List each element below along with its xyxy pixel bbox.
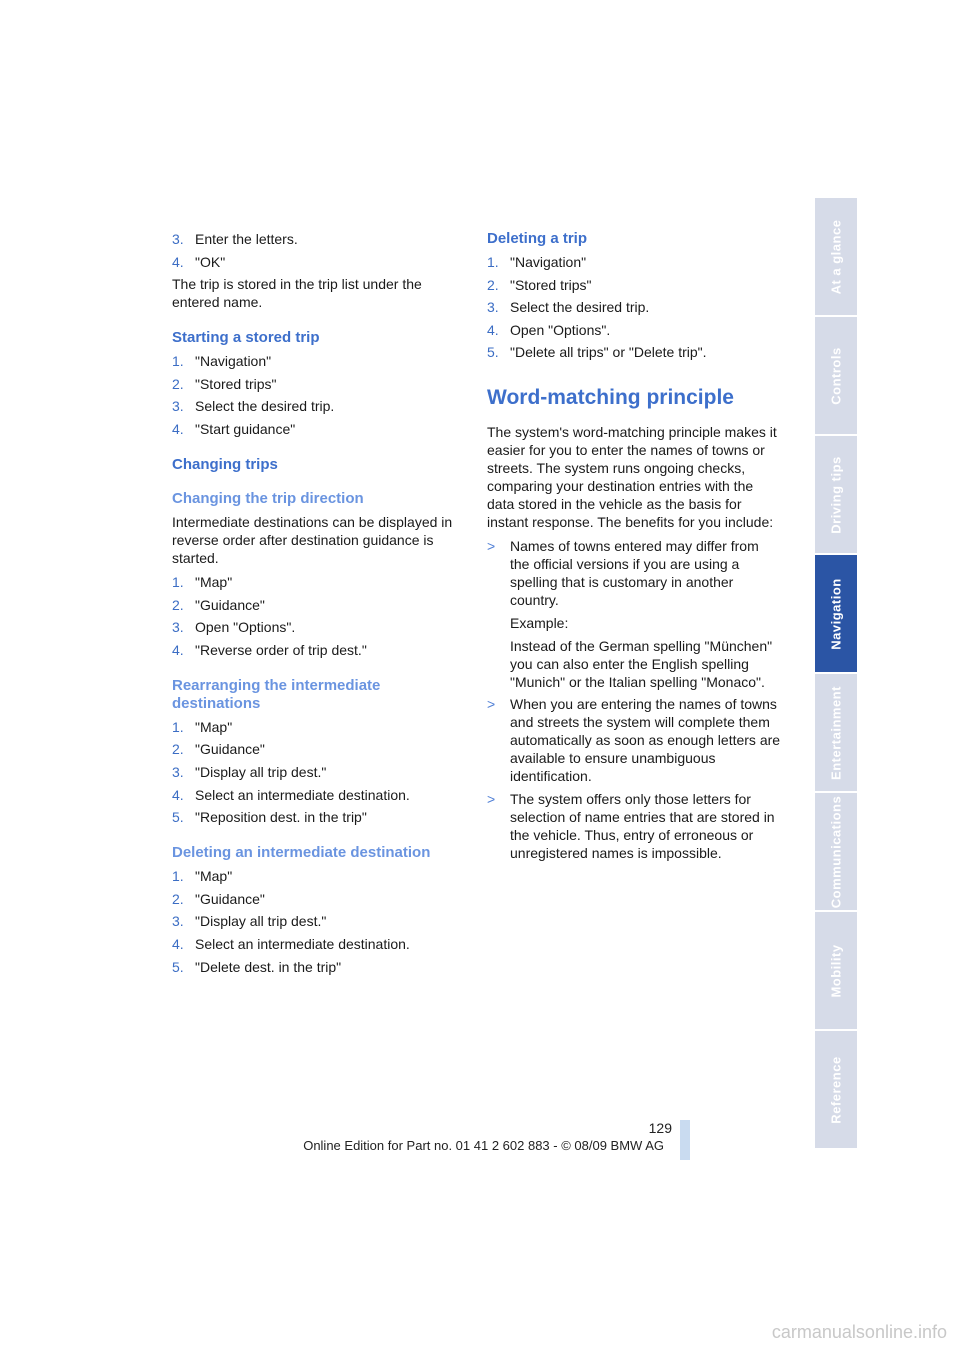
list-item: 5. "Delete all trips" or "Delete trip". xyxy=(487,344,707,361)
right-column xyxy=(487,230,782,866)
list-item: 3. Select the desired trip. xyxy=(172,398,335,415)
bullet-item: > When you are entering the names of towns and streets the system will complete them automatically as soon as enough letters are available to ensure unambiguous identification. xyxy=(487,696,781,785)
list-item: 3. Select the desired trip. xyxy=(487,299,650,316)
tab-driving-tips[interactable]: Driving tips xyxy=(815,436,857,555)
tab-navigation[interactable]: Navigation xyxy=(815,555,857,674)
example-text: Instead of the German spelling "München" you can also enter the English spelling "Munich" or the Italian spelling "Monaco". xyxy=(510,637,773,690)
list-item: 2. "Stored trips" xyxy=(487,276,592,293)
list-item: 2. "Guidance" xyxy=(172,596,265,613)
list-item: 1. "Navigation" xyxy=(172,353,272,370)
section-heading-starting-trip: Starting a stored trip xyxy=(172,329,320,347)
list-item: 3. "Display all trip dest." xyxy=(172,913,327,930)
tab-entertainment[interactable]: Entertainment xyxy=(815,674,857,793)
direction-text: Intermediate destinations can be displayed in reverse order after destination guidance is started. xyxy=(172,513,453,566)
list-item: 1. "Navigation" xyxy=(487,254,587,270)
bullet-item: > The system offers only those letters for selection of name entries that are stored in the vehicle. Thus, entry of erroneous or unregistered names is impossible. xyxy=(487,790,775,861)
list-item: 1. "Map" xyxy=(172,718,233,735)
tab-communications[interactable]: Communications xyxy=(815,793,857,912)
list-item: 1. "Map" xyxy=(172,868,233,885)
section-heading-changing-trips: Changing trips xyxy=(172,455,278,473)
intro-text: The trip is stored in the trip list under the entered name. xyxy=(172,276,422,311)
example-label: Example: xyxy=(510,614,569,631)
tab-at-a-glance[interactable]: At a glance xyxy=(815,198,857,317)
chapter-tabs xyxy=(815,198,857,1150)
list-item: 2. "Stored trips" xyxy=(172,375,277,392)
subsection-heading-rearranging: Rearranging the intermediate destinations xyxy=(172,676,381,712)
list-item: 4. "Reverse order of trip dest." xyxy=(172,641,367,658)
list-item: 4. "OK" xyxy=(172,253,226,270)
bullet-arrow-icon: > xyxy=(487,696,496,713)
bullet-arrow-icon: > xyxy=(487,538,496,555)
chapter-heading-word-matching: Word-matching principle xyxy=(487,386,734,410)
section-heading-deleting-trip: Deleting a trip xyxy=(487,230,588,247)
word-matching-text: The system's word-matching principle makes it easier for you to enter the names of towns or streets. The system runs ongoing checks, comparing your destination entries with the data stored in the vehicle as the basis for instant response. The benefits for you include: xyxy=(487,424,777,531)
list-item: 4. Open "Options". xyxy=(487,321,611,338)
list-item: 3. Enter the letters. xyxy=(172,231,298,247)
watermark: carmanualsonline.info xyxy=(771,1322,947,1342)
bullet-item: > Names of towns entered may differ from the official versions if you are using a spelling that is customary in another country. xyxy=(487,538,759,609)
list-item: 3. "Display all trip dest." xyxy=(172,763,327,780)
left-column xyxy=(172,230,462,980)
list-item: 4. Select an intermediate destination. xyxy=(172,786,410,803)
page-number: 129 xyxy=(648,1120,672,1136)
list-item: 1. "Map" xyxy=(172,573,233,590)
bullet-arrow-icon: > xyxy=(487,790,496,807)
page-marker-bar xyxy=(680,1120,690,1160)
subsection-heading-trip-direction: Changing the trip direction xyxy=(172,489,364,507)
subsection-heading-deleting-destination: Deleting an intermediate destination xyxy=(172,844,431,862)
list-item: 2. "Guidance" xyxy=(172,890,265,907)
list-item: 4. "Start guidance" xyxy=(172,420,296,437)
list-item: 5. "Delete dest. in the trip" xyxy=(172,958,342,975)
tab-reference[interactable]: Reference xyxy=(815,1031,857,1150)
tab-controls[interactable]: Controls xyxy=(815,317,857,436)
tab-mobility[interactable]: Mobility xyxy=(815,912,857,1031)
edition-footer: Online Edition for Part no. 01 41 2 602 883 - © 08/09 BMW AG xyxy=(303,1138,664,1153)
list-item: 3. Open "Options". xyxy=(172,619,296,636)
list-item: 5. "Reposition dest. in the trip" xyxy=(172,809,367,826)
list-item: 2. "Guidance" xyxy=(172,741,265,758)
list-item: 4. Select an intermediate destination. xyxy=(172,935,410,952)
